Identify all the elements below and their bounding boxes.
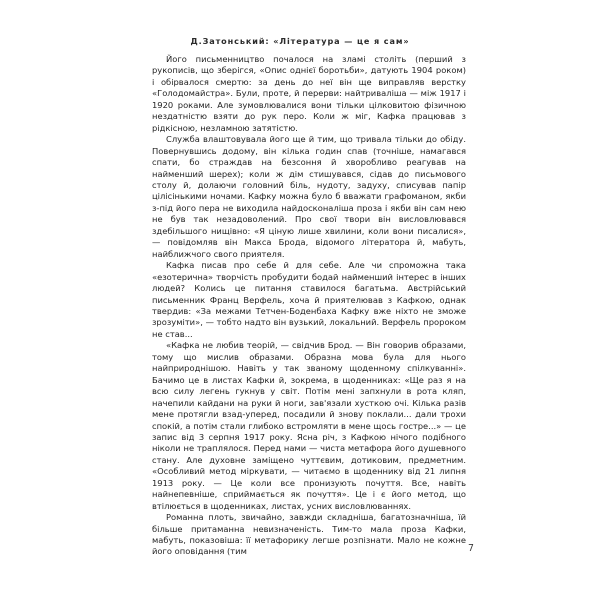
- paragraph: Служба влаштовувала його ще й тим, що тривала тільки до обіду. Повернувшись додому, він кілька годин спав (точніше, намагався спати, бо страждав на безсоння й хворобливо реагував на найменший шерех); коли ж дім стишувався, сідав до письмового столу й, долаючи головний біль, нудоту, задуху, списував папір цілісінькими ночами. Кафку можна було б вважати графоманом, якби з-під його пера не виходила найдосконаліша проза і якби він сам нею не був так незадоволений. Про свої твори він висловлювався здебільшого нищівно: «Я ціную лише хвилини, коли вони писалися», — повідомляв він Макса Брода, відомого літератора й, мабуть, найближчого свого приятеля.: [152, 134, 466, 259]
- paragraph: Його письменництво почалося на зламі століть (перший з рукописів, що зберігся, «Опис однієї боротьби», датують 1904 роком) і обірвалося смертю: за день до неї він ще виправляв верстку «Голодомайстра». Були, проте, й перерви: найтриваліша — між 1917 і 1920 роками. Але зумовлювалися вони тільки цілковитою фізичною нездатністю взяти до рук перо. Коли ж міг, Кафка працював з рідкісною, незламною затятістю.: [152, 54, 466, 133]
- running-head: Д.Затонський: «Література — це я сам»: [190, 36, 410, 46]
- paragraph: Романна плоть, звичайно, завжди складніша, багатозначніша, їй більше притаманна невизначеність. Тим-то мала проза Кафки, мабуть, показовіша: її метафорику легше розпізнати. Мало не кожне його оповідання (тим: [152, 512, 466, 557]
- page-number: 7: [468, 543, 474, 554]
- paragraph: Кафка писав про себе й для себе. Але чи спроможна така «езотерична» творчість пробудити бодай найменший інтерес в інших людей? Колись це питання ставилося багатьма. Австрійський письменник Франц Верфель, хоча й приятелював з Кафкою, однак твердив: «За межами Тетчен-Боденбаха Кафку вже ніхто не зможе зрозуміти», — тобто надто він вузький, локальний. Верфель пророком не став...: [152, 260, 466, 339]
- body-text-column: [152, 54, 466, 558]
- paragraph: «Кафка не любив теорій, — свідчив Брод. — Він говорив образами, тому що мислив образами. Образна мова була для нього найприроднішою. Навіть у так званому щоденному спілкуванні». Бачимо це в листах Кафки й, зокрема, в щоденниках: «Ще раз я на всю силу легень гукнув у світ. Потім мені запхнули в рота кляп, начепили кайдани на руки й ноги, зав'язали хусткою очі. Кілька разів мене протягли взад-уперед, посадили й знову поклали... дали трохи спокій, а потім стали глибоко встромляти в мене щось гостре...» — це запис від 3 серпня 1917 року. Ясна річ, з Кафкою нічого подібного ніколи не траплялося. Перед нами — чиста метафора його душевного стану. Але духовне заміщено чуттєвим, дотиковим, предметним. «Особливий метод міркувати, — читаємо в щоденнику від 21 липня 1913 року. — Це коли все пронизують почуття. Все, навіть найнепевніше, сприймається як почуття». Це і є його метод, що втілюється в щоденниках, листах, усних висловлюваннях.: [152, 340, 466, 511]
